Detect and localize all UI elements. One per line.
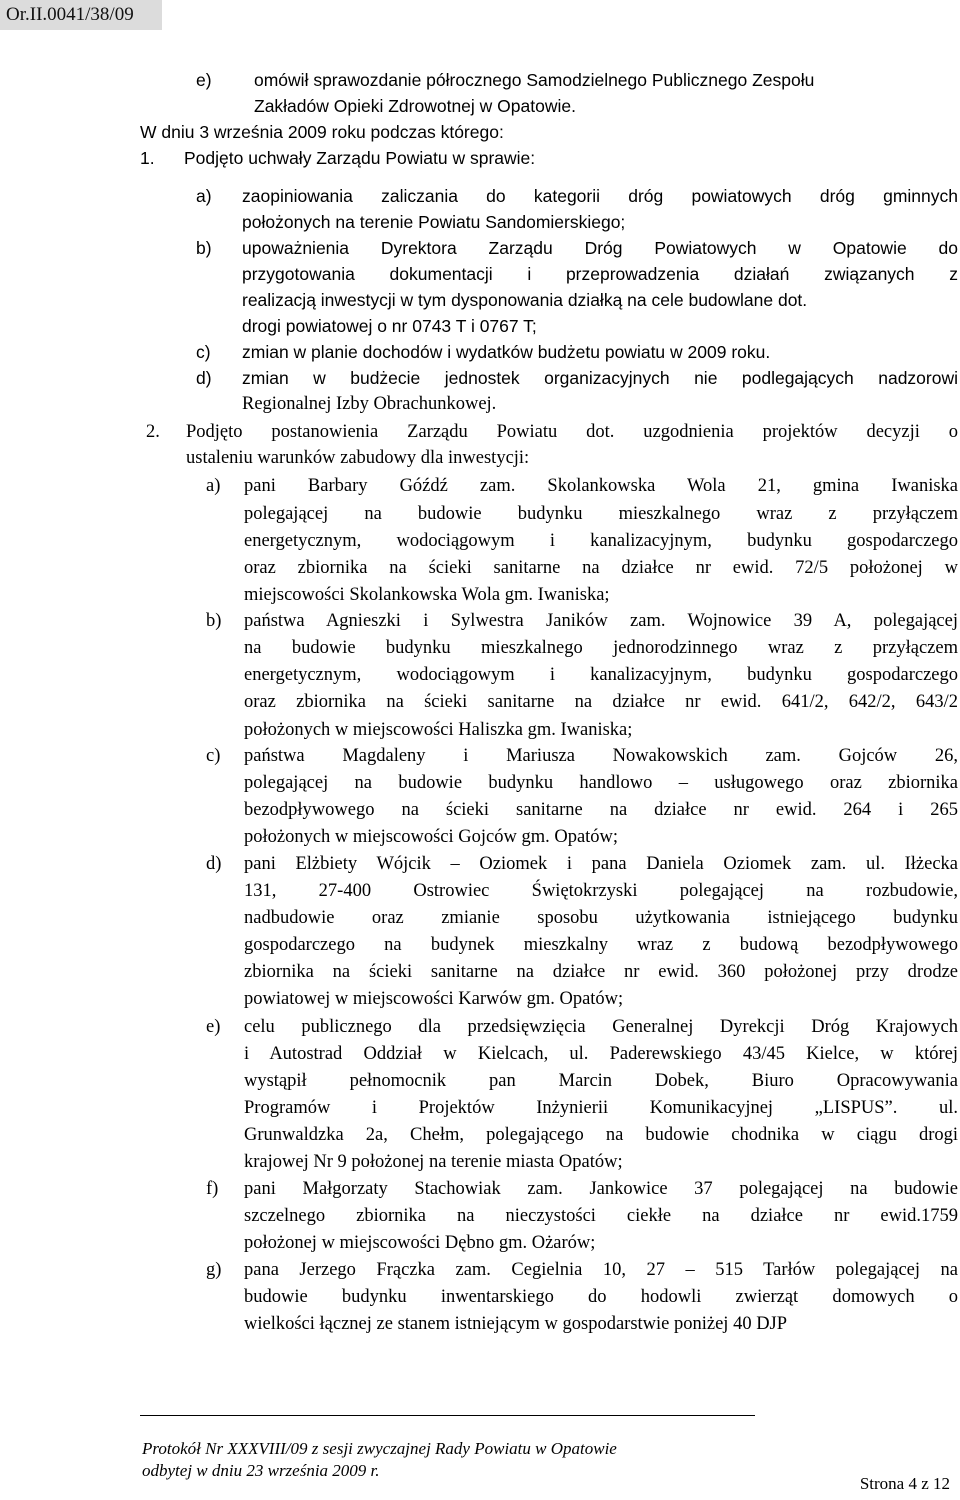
list-item-line: pana Jerzego Frączka zam. Cegielnia 10, 27 – 515 Tarłów polegającej na: [244, 1260, 958, 1280]
list-item-label: a): [206, 476, 221, 496]
list-item-line: przygotowania dokumentacji i przeprowadzenia działań związanych z: [242, 264, 958, 284]
list-item-line: energetycznym, wodociągowym i kanalizacyjnym, budynku gospodarczego: [244, 665, 958, 685]
list-item-label: d): [206, 854, 222, 874]
list-item-line: pani Barbary Góźdź zam. Skolankowska Wola 21, gmina Iwaniska: [244, 476, 958, 496]
list-item-line: pani Elżbiety Wójcik – Oziomek i pana Daniela Oziomek zam. ul. Iłżecka: [244, 854, 958, 874]
list-item-line: wielkości łącznej ze stanem istniejącym w gospodarstwie poniżej 40 DJP: [244, 1314, 788, 1334]
intro-item-label: e): [196, 70, 212, 90]
list-item-line: na budowie budynku mieszkalnego jednorodzinnego wraz z przyłączem: [244, 638, 958, 658]
footer-separator: [140, 1415, 755, 1416]
list-item-line: położonej w miejscowości Dębno gm. Ożarów;: [244, 1233, 596, 1253]
list-item-line: polegającej na budowie budynku mieszkalnego wraz z przyłączem: [244, 504, 958, 524]
list-item-line: państwa Magdaleny i Mariusza Nowakowskich zam. Gojców 26,: [244, 746, 958, 766]
list-item-line: powiatowej w miejscowości Karwów gm. Opatów;: [244, 989, 624, 1009]
list-item-line: zbiornika na ścieki sanitarne na działce nr ewid. 360 położonej przy drodze: [244, 962, 958, 982]
list-item-line: upoważnienia Dyrektora Zarządu Dróg Powiatowych w Opatowie do: [242, 238, 958, 258]
list-item-line: miejscowości Skolankowska Wola gm. Iwaniska;: [244, 585, 610, 605]
list-item-line: i Autostrad Oddział w Kielcach, ul. Paderewskiego 43/45 Kielce, w której: [244, 1044, 958, 1064]
section-heading: Podjęto postanowienia Zarządu Powiatu dot. uzgodnienia projektów decyzji o: [186, 422, 958, 442]
list-item-line: pani Małgorzaty Stachowiak zam. Jankowice 37 polegającej na budowie: [244, 1179, 958, 1199]
list-item-line: wystąpił pełnomocnik pan Marcin Dobek, Biuro Opracowywania: [244, 1071, 958, 1091]
footer-session-date: odbytej w dniu 23 września 2009 r.: [142, 1461, 380, 1480]
list-item-line: oraz zbiornika na ścieki sanitarne na działce nr ewid. 641/2, 642/2, 643/2: [244, 692, 958, 712]
list-item-line: energetycznym, wodociągowym i kanalizacyjnym, budynku gospodarczego: [244, 531, 958, 551]
list-item-label: e): [206, 1017, 221, 1037]
list-item-label: b): [196, 238, 212, 258]
section-heading: Podjęto uchwały Zarządu Powiatu w sprawie:: [184, 148, 536, 168]
list-item-line: położonych w miejscowości Haliszka gm. Iwaniska;: [244, 720, 633, 740]
list-item-label: g): [206, 1260, 222, 1280]
session-line: W dniu 3 września 2009 roku podczas którego:: [140, 122, 504, 142]
list-item-line: bezodpływowego na ścieki sanitarne na działce nr ewid. 264 i 265: [244, 800, 958, 820]
list-item-line: zmian w planie dochodów i wydatków budżetu powiatu w 2009 roku.: [242, 342, 771, 362]
list-item-line: drogi powiatowej o nr 0743 T i 0767 T;: [242, 316, 537, 336]
list-item-line: krajowej Nr 9 położonej na terenie miasta Opatów;: [244, 1152, 623, 1172]
list-item-label: d): [196, 368, 212, 388]
list-item-line: nadbudowie oraz zmianie sposobu użytkowania istniejącego budynku: [244, 908, 958, 928]
footer-protocol-title: Protokół Nr XXXVIII/09 z sesji zwyczajnej Rady Powiatu w Opatowie: [142, 1439, 617, 1458]
list-item-line: państwa Agnieszki i Sylwestra Janików zam. Wojnowice 39 A, polegającej: [244, 611, 958, 631]
list-item-line: szczelnego zbiornika na nieczystości ciekłe na działce nr ewid.1759: [244, 1206, 958, 1226]
intro-item-line: omówił sprawozdanie półrocznego Samodzielnego Publicznego Zespołu: [254, 70, 815, 90]
document-reference: Or.II.0041/38/09: [6, 4, 134, 25]
list-item-line: położonych na terenie Powiatu Sandomierskiego;: [242, 212, 626, 232]
list-item-line: Regionalnej Izby Obrachunkowej.: [242, 394, 497, 414]
list-item-line: budowie budynku inwentarskiego do hodowli zwierząt domowych o: [244, 1287, 958, 1307]
list-item-line: oraz zbiornika na ścieki sanitarne na działce nr ewid. 72/5 położonej w: [244, 558, 958, 578]
list-item-line: położonych w miejscowości Gojców gm. Opatów;: [244, 827, 619, 847]
list-item-line: zmian w budżecie jednostek organizacyjnych nie podlegających nadzorowi: [242, 368, 958, 388]
list-item-label: a): [196, 186, 212, 206]
list-item-line: celu publicznego dla przedsięwzięcia Generalnej Dyrekcji Dróg Krajowych: [244, 1017, 958, 1037]
list-item-line: polegającej na budowie budynku handlowo – usługowego oraz zbiornika: [244, 773, 958, 793]
list-item-line: gospodarczego na budynek mieszkalny wraz z budową bezodpływowego: [244, 935, 958, 955]
list-item-line: Grunwaldzka 2a, Chełm, polegającego na budowie chodnika w ciągu drogi: [244, 1125, 958, 1145]
list-item-label: c): [196, 342, 211, 362]
list-item-line: Programów i Projektów Inżynierii Komunikacyjnej „LISPUS”. ul.: [244, 1098, 958, 1118]
section-number: 2.: [146, 422, 160, 442]
section-heading: ustaleniu warunków zabudowy dla inwestycji:: [186, 448, 530, 468]
list-item-label: c): [206, 746, 221, 766]
section-number: 1.: [140, 148, 155, 168]
list-item-line: zaopiniowania zaliczania do kategorii dróg powiatowych dróg gminnych: [242, 186, 958, 206]
page-number: Strona 4 z 12: [859, 1474, 950, 1493]
intro-item-line: Zakładów Opieki Zdrowotnej w Opatowie.: [254, 96, 576, 116]
list-item-line: 131, 27-400 Ostrowiec Świętokrzyski polegającej na rozbudowie,: [244, 881, 958, 901]
list-item-line: realizacją inwestycji w tym dysponowania działką na cele budowlane dot.: [242, 290, 808, 310]
list-item-label: b): [206, 611, 222, 631]
list-item-label: f): [206, 1179, 219, 1199]
